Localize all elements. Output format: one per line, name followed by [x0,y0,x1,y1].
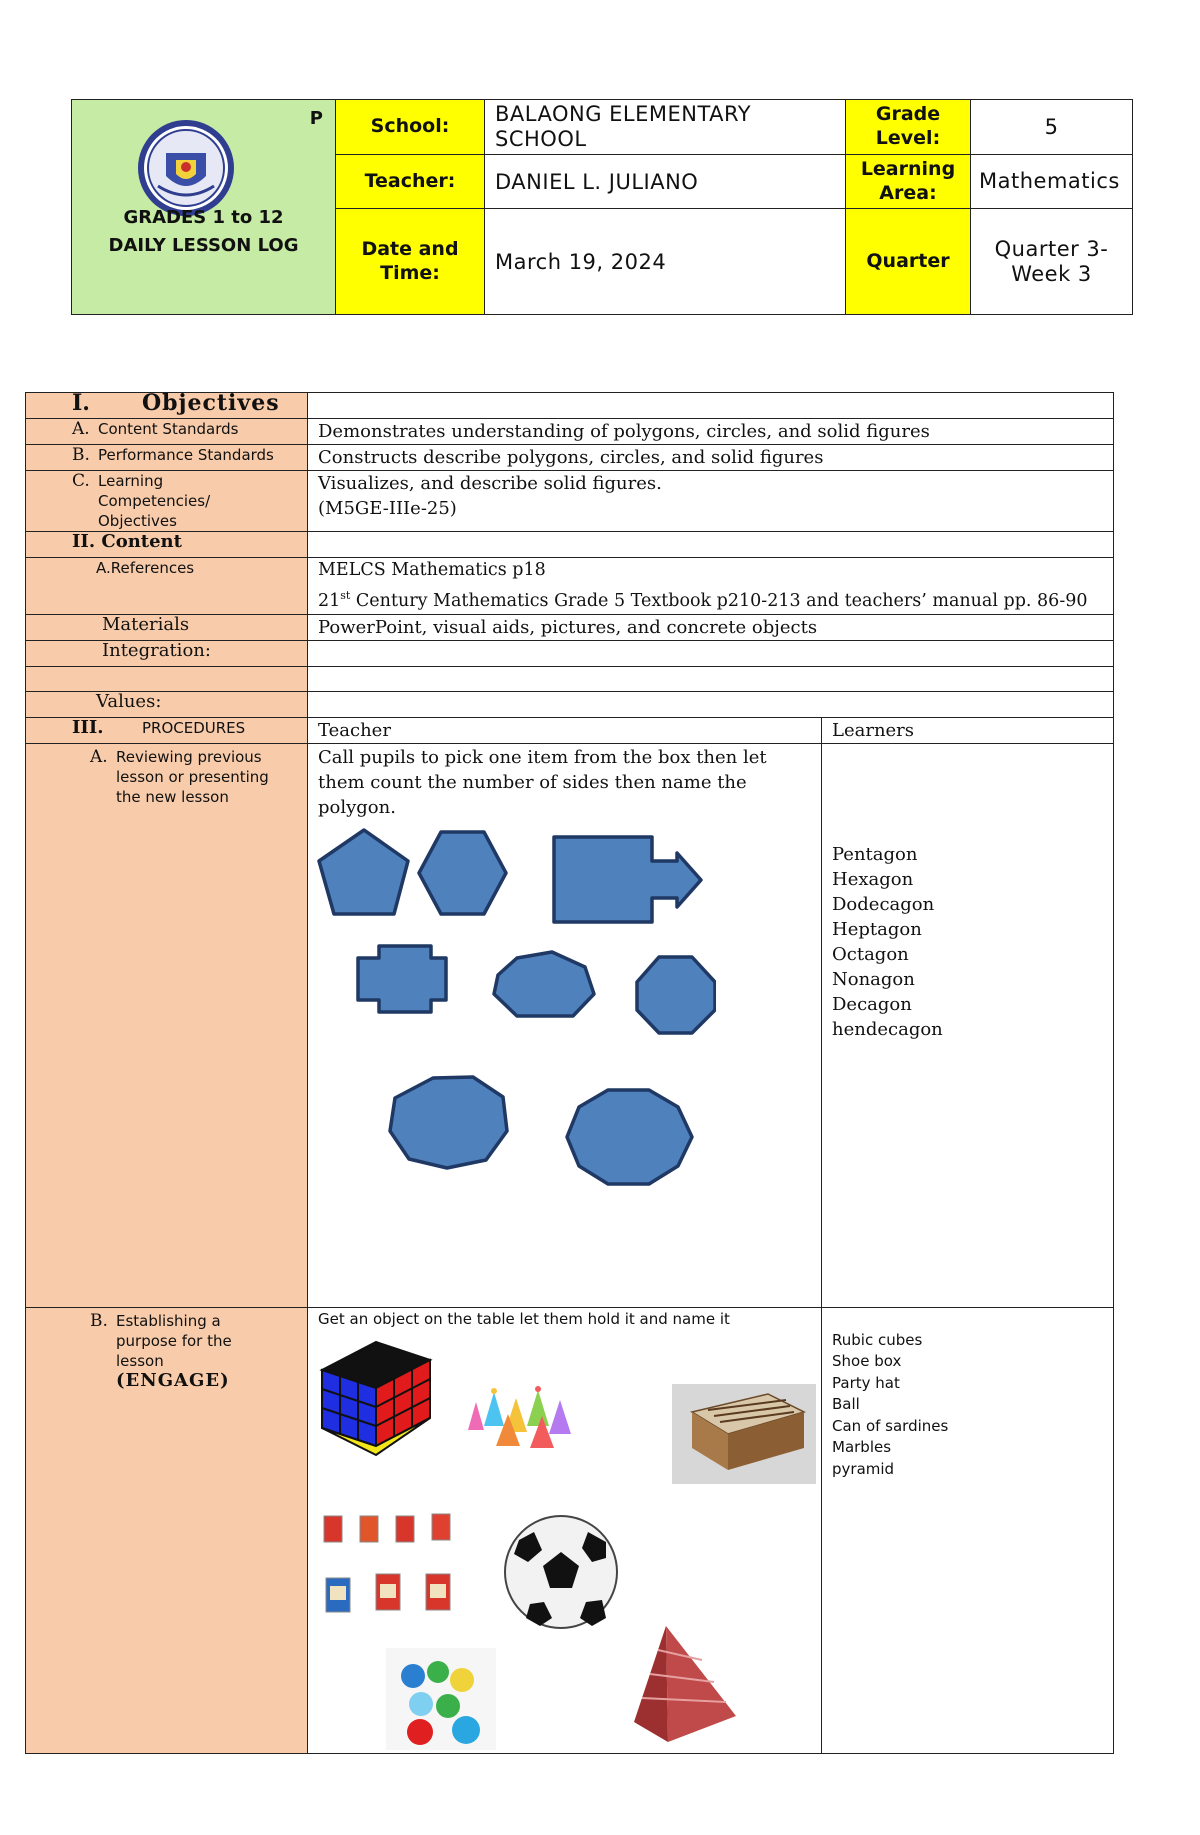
heptagon-shape [494,952,594,1016]
performance-standards-label: B. Performance Standards [26,445,308,471]
integration-value [308,640,1114,666]
deped-seal-icon [136,118,236,218]
learner-answer: Hexagon [832,868,914,890]
proc-b-label: B. Establishing a purpose for the lesson (ENGAGE) [26,1307,308,1753]
learner-answer: Rubic cubes [832,1330,923,1349]
objectives-heading: Objectives [142,390,280,416]
teacher-col-header: Teacher [308,717,822,743]
dll-title: GRADES 1 to 12 DAILY LESSON LOG [108,207,299,256]
cans-icon [324,1514,450,1612]
references-value: MELCS Mathematics p18 21st Century Mathematics Grade 5 Textbook p210-213 and teachers’ manual pp. 86-90 [308,558,1114,615]
pyramid-icon [634,1626,736,1742]
hexagon-shape [419,832,506,914]
cross-shape [358,946,446,1012]
procedures-heading: PROCEDURES [142,718,246,737]
procedures-heading-cell [26,717,308,743]
proc-a-learners [822,743,1114,1307]
materials-label: Materials [26,614,308,640]
learner-answer: Nonagon [832,968,915,990]
school-label: School: [336,100,485,155]
learner-answer: Dodecagon [832,893,935,915]
learner-answer: Octagon [832,943,909,965]
content-heading: II. Content [72,531,182,552]
date-value: March 19, 2024 [485,209,846,315]
blank-label [26,666,308,691]
objectives-heading-cell [26,390,308,419]
competencies-label: C. Learning Competencies/ Objectives [26,471,308,532]
learner-answer: hendecagon [832,1018,943,1040]
lesson-table [25,392,1114,1754]
learner-answer: Shoe box [832,1352,902,1371]
learner-answer: Marbles [832,1438,892,1457]
school-value: BALAONG ELEMENTARY SCHOOL [485,100,846,155]
shoe-box-icon [672,1384,816,1484]
engage-tag: (ENGAGE) [116,1369,230,1391]
objectives-empty-cell [308,393,1114,419]
nonagon-shape [390,1077,507,1168]
pentagon-shape [319,830,408,914]
procedures-marker: III. [72,716,104,738]
arrow-dodecagon-shape [554,837,701,922]
values-value [308,691,1114,717]
page-marker: P [309,108,323,129]
content-standards-value: Demonstrates understanding of polygons, circles, and solid figures [308,419,1114,445]
grade-label: Grade Level: [846,100,971,155]
grade-value: 5 [971,100,1133,155]
learner-answer: Pentagon [832,843,918,865]
proc-a-label: A. Reviewing previous lesson or presenting the new lesson [26,743,308,1307]
solid-objects-illustration [316,1330,816,1750]
teacher-value: DANIEL L. JULIANO [485,155,846,209]
learner-answer: Party hat [832,1373,900,1392]
materials-value: PowerPoint, visual aids, pictures, and concrete objects [308,614,1114,640]
quarter-value: Quarter 3-Week 3 [971,209,1133,315]
content-empty-cell [308,532,1114,558]
party-hats-icon [468,1386,571,1448]
rubiks-cube-icon [322,1342,430,1455]
area-label: Learning Area: [846,155,971,209]
learner-answer: Heptagon [832,918,922,940]
proc-b-learners [822,1307,1114,1753]
area-value: Mathematics [971,155,1133,209]
learner-answer: Decagon [832,993,912,1015]
learner-answer: Ball [832,1395,860,1414]
competencies-value: Visualizes, and describe solid figures. (M5GE-IIIe-25) [308,471,1114,532]
decagon-shape [567,1090,692,1184]
octagon-shape [637,957,715,1033]
quarter-label: Quarter [846,209,971,315]
performance-standards-value: Constructs describe polygons, circles, and solid figures [308,445,1114,471]
content-heading-cell [26,532,308,558]
ball-icon [505,1516,617,1628]
integration-label: Integration: [26,640,308,666]
content-standards-label: A. Content Standards [26,419,308,445]
teacher-label: Teacher: [336,155,485,209]
proc-a-teacher: Call pupils to pick one item from the box then let them count the number of sides then name the polygon. [308,743,822,1307]
values-label: Values: [26,691,308,717]
learner-answer: pyramid [832,1459,895,1478]
polygons-illustration [316,820,716,1260]
header-table [71,99,1133,315]
proc-b-teacher: Get an object on the table let them hold it and name it [308,1307,822,1753]
blank-value [308,666,1114,691]
date-label: Date and Time: [336,209,485,315]
logo-cell [72,100,336,315]
references-label: A.References [26,558,308,615]
learners-col-header: Learners [822,717,1114,743]
learner-answer: Can of sardines [832,1416,949,1435]
objectives-marker: I. [72,390,90,416]
marbles-icon [386,1648,496,1750]
